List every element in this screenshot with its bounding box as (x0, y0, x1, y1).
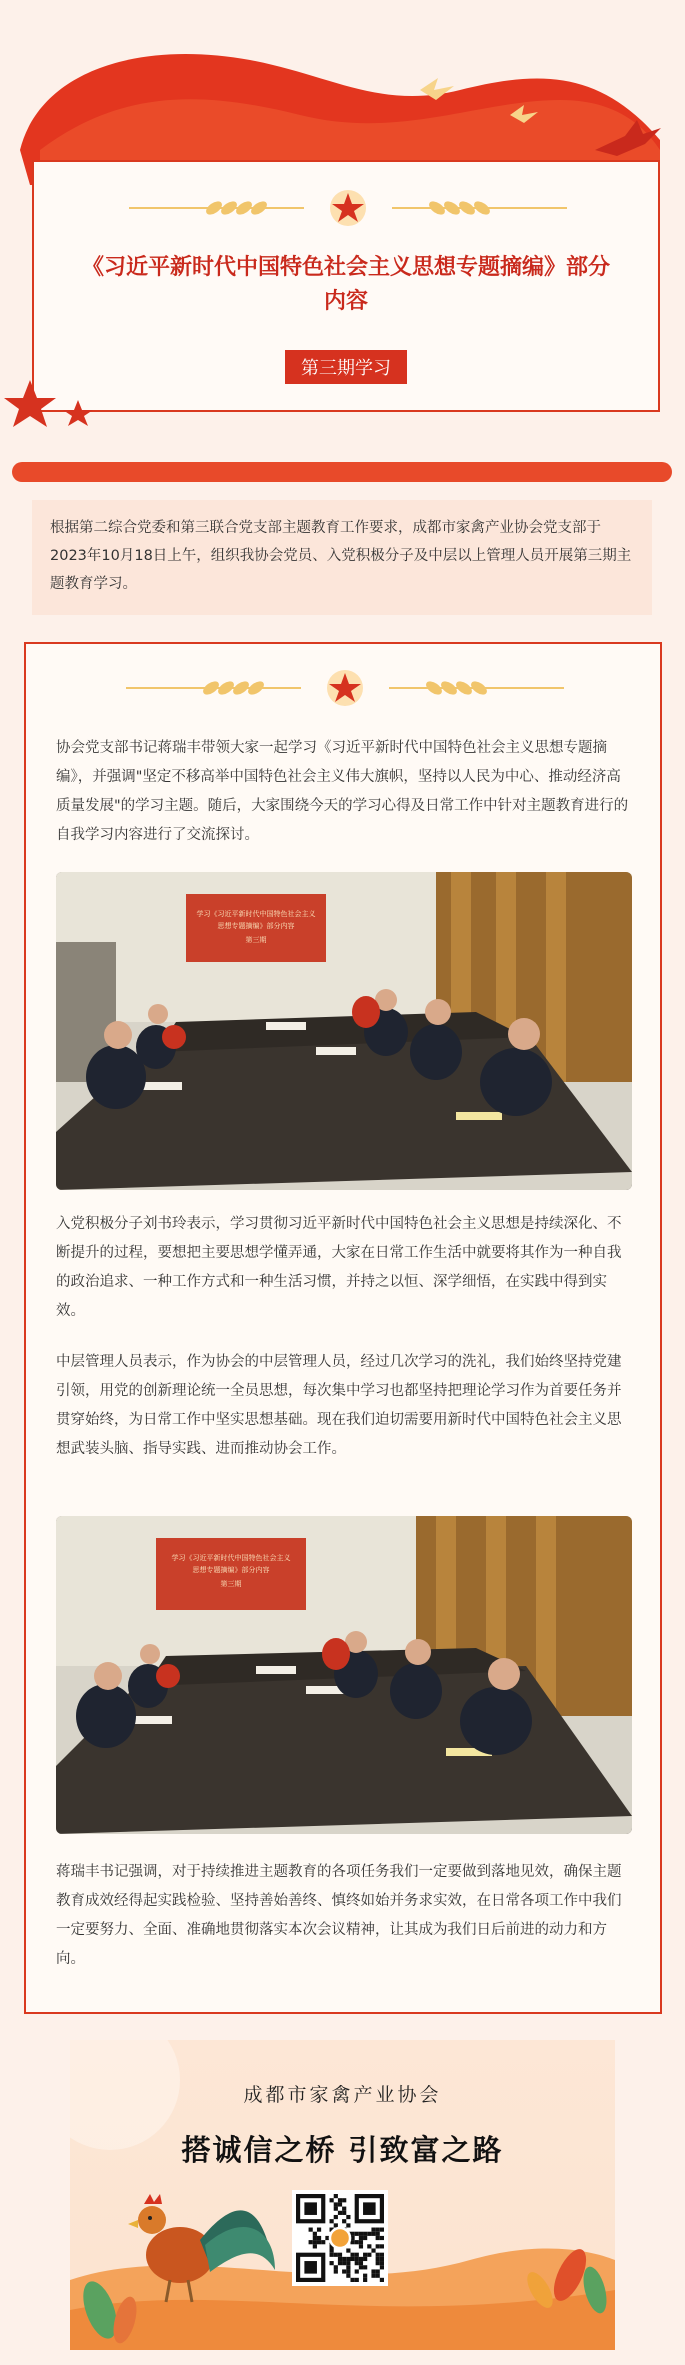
screen-text: 第三期 (220, 1580, 242, 1588)
meeting-photo-image (56, 872, 632, 1190)
article-paragraph: 中层管理人员表示，作为协会的中层管理人员，经过几次学习的洗礼，我们始终坚持党建引领，用党的创新理论统一全员思想，每次集中学习也都坚持把理论学习作为首要任务并贯穿始终，为日常工作中坚实思想基础。现在我们迫切需要用新时代中国特色社会主义思想武装头脑、指导实践、进而推动协会工作。 (56, 1354, 622, 1457)
page-title: 《习近平新时代中国特色社会主义思想专题摘编》部分内容 (81, 254, 610, 314)
stars-decoration (0, 370, 120, 440)
wheat-star-ornament (26, 668, 664, 708)
title-card (32, 160, 660, 412)
article-box (24, 642, 662, 2014)
qr-code (292, 2190, 388, 2286)
article-paragraph: 蒋瑞丰书记强调，对于持续推进主题教育的各项任务我们一定要做到落地见效，确保主题教育成效经得起实践检验、坚持善始善终、慎终如始并务求实效，在日常各项工作中我们一定要努力、全面、准确地贯彻落实本次会议精神，让其成为我们日后前进的动力和方向。 (56, 1864, 622, 1967)
screen-text: 思想专题摘编》部分内容 (217, 922, 295, 930)
intro-paragraph: 根据第二综合党委和第三联合党支部主题教育工作要求，成都市家禽产业协会党支部于2023年10月18日上午，组织我协会党员、入党积极分子及中层以上管理人员开展第三期主题教育学习。 (32, 500, 652, 615)
screen-text: 学习《习近平新时代中国特色社会主义 (171, 1554, 291, 1562)
screen-text: 第三期 (245, 936, 267, 944)
meeting-photo-image (56, 1516, 632, 1834)
wheat-star-ornament (34, 188, 662, 228)
phase-badge: 第三期学习 (285, 350, 407, 384)
screen-text: 思想专题摘编》部分内容 (192, 1566, 270, 1574)
slogan: 搭诚信之桥 引致富之路 (181, 2133, 504, 2167)
footer-banner (70, 2040, 615, 2350)
screen-text: 学习《习近平新时代中国特色社会主义 (196, 910, 316, 918)
meeting-photo (56, 1516, 632, 1834)
article-paragraph: 入党积极分子刘书玲表示，学习贯彻习近平新时代中国特色社会主义思想是持续深化、不断提升的过程，要想把主要思想学懂弄通，大家在日常工作生活中就要将其作为一种自我的政治追求、一种工作方式和一种生活习惯，并持之以恒、深学细悟，在实践中得到实效。 (56, 1216, 622, 1319)
organization-name: 成都市家禽产业协会 (243, 2084, 442, 2106)
divider-bar (12, 462, 672, 482)
article-paragraph: 协会党支部书记蒋瑞丰带领大家一起学习《习近平新时代中国特色社会主义思想专题摘编》，并强调"坚定不移高举中国特色社会主义伟大旗帜，坚持以人民为中心、推动经济高质量发展"的学习主题。随后，大家围绕今天的学习心得及日常工作中针对主题教育进行的自我学习内容进行了交流探讨。 (56, 740, 629, 843)
qr-code-image (296, 2194, 384, 2282)
meeting-photo (56, 872, 632, 1190)
hero-header (0, 0, 685, 470)
